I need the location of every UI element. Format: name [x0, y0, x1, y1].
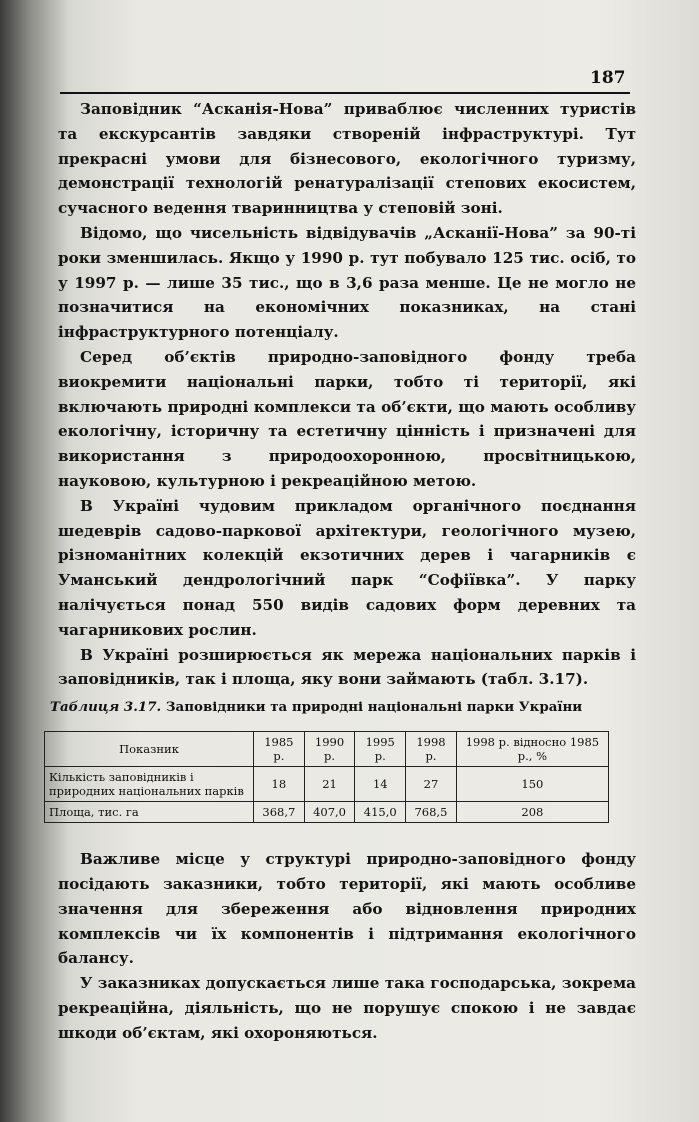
table-cell: 150 [456, 767, 608, 802]
table-cell: 368,7 [254, 802, 305, 823]
table-cell: 208 [456, 802, 608, 823]
header-rule [60, 92, 630, 94]
paragraph: В Україні чудовим прикладом органічного поєднання шедеврів садово-паркової архітектури, геологічного музею, різноманітних колекцій екзотичних дерев і чагарників є Уманський дендрологічний парк “Софіївка”. У парку налічується понад 550 видів садових форм деревних та чагарникових рослин. [58, 496, 636, 639]
table-cell: 21 [304, 767, 355, 802]
table-header-cell: 1998 р. [406, 732, 457, 767]
paragraph: В Україні розширюється як мережа національних парків і заповідників, так і площа, яку вони займають (табл. 3.17). [58, 645, 636, 689]
table-cell: 407,0 [304, 802, 355, 823]
table-cell: 14 [355, 767, 406, 802]
table-row [45, 767, 609, 802]
table-cell: 415,0 [355, 802, 406, 823]
paragraph: Серед об’єктів природно-заповідного фонду треба виокремити національні парки, тобто ті території, які включають природні комплекси та об’єкти, що мають особливу екологічну, історичну та естетичну цінність і призначені для використання з природоохоронною, просвітницькою, науковою, культурною і рекреаційною метою. [58, 347, 636, 490]
table-header-cell: 1998 р. відносно 1985 р., % [456, 732, 608, 767]
table-header-cell: Показник [45, 732, 254, 767]
table-caption-label: Таблиця 3.17. [50, 699, 162, 716]
paragraph: Заповідник “Асканія-Нова” приваблює численних туристів та екскурсантів завдяки створеній інфраструктурі. Тут прекрасні умови для бізнесового, екологічного туризму, демонстрації технологій ренатуралізації степових екосистем, сучасного ведення тваринництва у степовій зоні. [58, 100, 636, 218]
paragraph: Відомо, що чисельність відвідувачів „Асканії-Нова” за 90-ті роки зменшилась. Якщо у 1990 р. тут побувало 125 тис. осіб, то у 1997 р. — лише 35 тис., що в 3,6 раза менше. Це не могло не позначитися на економічних показниках, на стані інфраструктурного потенціалу. [58, 223, 636, 342]
table-cell: Площа, тис. га [45, 802, 254, 823]
table-header-cell: 1985 р. [254, 732, 305, 767]
paragraph: Важливе місце у структурі природно-заповідного фонду посідають заказники, тобто території, які мають особливе значення для збереження або відновлення природних комплексів чи їх компонентів і підтримання екологічного балансу. [58, 850, 636, 968]
text-after-table [58, 847, 636, 1045]
paragraph: У заказниках допускається лише така господарська, зокрема рекреаційна, діяльність, що не порушує спокою і не завдає шкоди об’єктам, які охороняються. [58, 974, 636, 1042]
table-cell: 18 [254, 767, 305, 802]
table-caption [50, 697, 636, 717]
table-row [45, 802, 609, 823]
table-cell: Кількість заповідників і природних національних парків [45, 767, 254, 802]
page-body [49, 97, 636, 1046]
page-number: 187 [590, 68, 626, 88]
table-header-cell: 1990 р. [304, 732, 355, 767]
table-cell: 27 [406, 767, 457, 802]
table-caption-text: Заповідники та природні національні парки України [165, 699, 583, 716]
reserves-table [44, 731, 609, 823]
table-cell: 768,5 [406, 802, 457, 823]
table-header-cell: 1995 р. [355, 732, 406, 767]
table-header-row [45, 732, 609, 767]
